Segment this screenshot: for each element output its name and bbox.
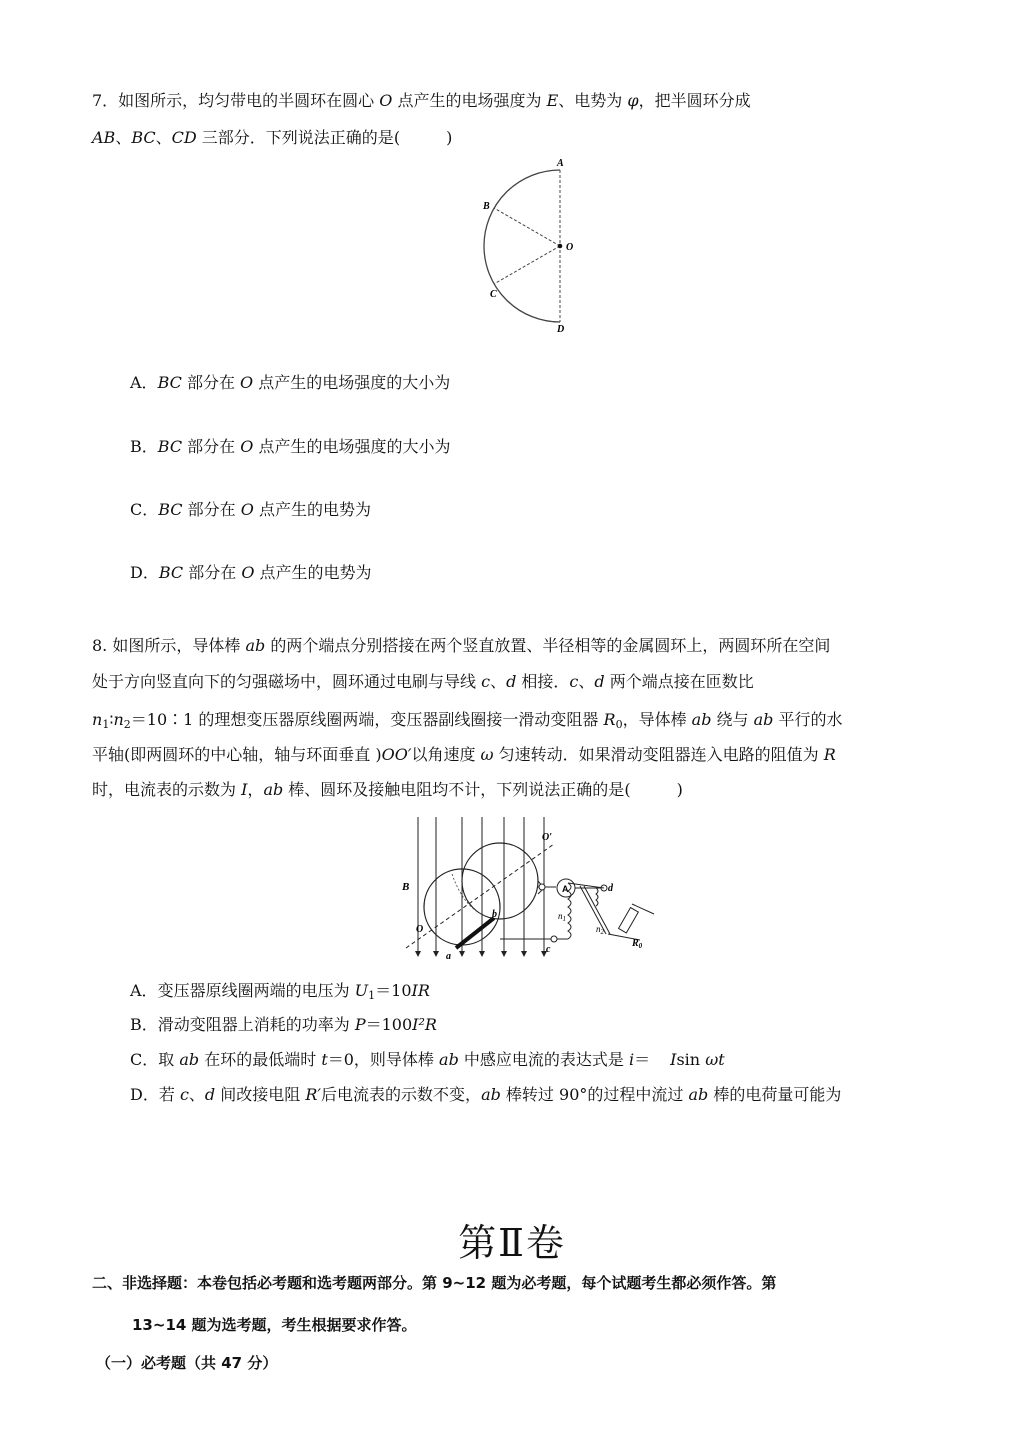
var-I: I [241,780,248,799]
var-ab: ab [691,710,712,729]
subscript: 2 [123,718,131,731]
subscript: 1 [368,989,376,1002]
q8-option-a[interactable] [130,980,430,1007]
q8-text: 处于方向竖直向下的匀强磁场中，圆环通过电刷与导线 [92,672,482,691]
var-IR: IR [411,981,430,1000]
subscript: 0 [615,718,623,731]
ammeter-label: A [562,884,569,894]
option-text: 部分在 [182,500,241,519]
label-b: b [492,909,497,920]
q8-text: 时，电流表的示数为 [92,780,242,799]
var-R-prime: R′ [305,1085,322,1104]
var-BC: BC [157,373,182,392]
option-text: ＝ [634,1050,651,1069]
var-omega: ω [480,745,494,764]
var-I: I [670,1050,677,1069]
subscript: 1 [102,718,110,731]
var-d: d [204,1085,216,1104]
label-O: O [566,242,574,253]
var-omega-t: ωt [705,1050,725,1069]
var-P: P [354,1015,366,1034]
q7-var-AB: AB [92,128,116,147]
q8-option-d[interactable] [130,1084,841,1106]
var-ab: ab [245,636,266,655]
option-text: 部分在 [181,373,241,392]
q7-var-E: E [546,91,559,110]
label-O: O [416,924,424,935]
q7-text: 三部分．下列说法正确的是 [196,128,394,147]
label-O-prime: O′ [542,832,553,843]
var-R: R [823,745,836,764]
option-text: sin [676,1050,706,1069]
label-n2: $n_2$ [596,924,604,936]
q7-stem-line2 [92,127,452,149]
label-n1: $n_1$ [558,911,566,923]
var-O: O [241,563,255,582]
option-text: 棒的电荷量可能为 [708,1085,842,1104]
var-ab: ab [179,1050,200,1069]
answer-paren-close: ) [446,128,453,147]
q7-option-c[interactable] [130,499,371,521]
label-D: D [557,324,565,335]
part2-instruction-line1: 二、非选择题：本卷包括必考题和选考题两部分。第 9~12 题为必考题，每个试题考生都必须作答。第 [92,1274,777,1292]
var-R: R [603,710,616,729]
answer-paren-close: ) [676,780,683,799]
var-BC: BC [158,500,183,519]
var-O: O [240,373,254,392]
var-BC: BC [158,563,184,582]
q7-stem-line1 [92,90,751,112]
q8-text: 平行的水 [773,710,843,729]
q8-stem-line5 [92,779,683,801]
q7-text: ，把半圆环分成 [638,91,751,110]
q7-option-b[interactable] [130,436,450,458]
var-O: O [240,500,254,519]
option-text: 点产生的电场强度的大小为 [253,437,451,456]
option-letter: B． [130,437,158,456]
option-text: 滑动变阻器上消耗的功率为 [157,1015,355,1034]
section-title: 第Ⅱ卷 [458,1221,566,1265]
option-letter: D． [130,1085,159,1104]
label-a: a [446,951,451,962]
q8-text: ∶ [109,710,114,729]
option-text: 部分在 [183,563,242,582]
var-I2R: I²R [412,1015,437,1034]
option-text: 点产生的电势为 [253,500,371,519]
option-text: 点产生的电场强度的大小为 [253,373,451,392]
option-text: ＝100 [365,1015,413,1034]
label-d: d [608,883,613,894]
part2-instruction-line2: 13~14 题为选考题，考生根据要求作答。 [132,1316,417,1334]
option-text: 取 [158,1050,180,1069]
var-n: n [92,710,103,729]
var-ab: ab [481,1085,501,1104]
option-letter: B． [130,1015,158,1034]
q7-text: 、电势为 [558,91,628,110]
q7-var-CD: CD [171,128,197,147]
option-text: 点产生的电势为 [254,563,372,582]
option-letter: C． [130,1050,159,1069]
label-A: A [557,158,564,169]
var-ab: ab [263,780,284,799]
q7-text: 7．如图所示，均匀带电的半圆环在圆心 [92,91,380,110]
answer-paren-open: ( [393,128,401,147]
q7-option-a[interactable] [130,372,450,394]
option-letter: A． [130,981,158,1000]
q7-sep: 、 [115,128,132,147]
var-ab: ab [753,710,774,729]
var-d: d [506,672,517,691]
q8-text: ，导体棒 [622,710,692,729]
q8-text: 的两个端点分别搭接在两个竖直放置、半径相等的金属圆环上，两圆环所在空间 [265,636,831,655]
label-C: C [490,289,497,300]
var-c: c [569,672,579,691]
q8-stem-line4 [92,744,836,766]
option-text: 间改接电阻 [215,1085,306,1104]
option-text: 、 [188,1085,205,1104]
option-letter: D． [130,563,159,582]
option-text: ＝0，则导体棒 [327,1050,440,1069]
q8-text: 相接． [516,672,570,691]
q8-text: ＝10∶1 的理想变压器原线圈两端，变压器副线圈接一滑动变阻器 [130,710,604,729]
var-OO: OO′ [381,745,412,764]
option-text: 中感应电流的表达式是 [458,1050,629,1069]
var-c: c [481,672,491,691]
var-U: U [354,981,369,1000]
label-B: B [483,201,490,212]
q8-rotating-rod-figure [396,814,668,964]
q8-text: 、 [490,672,507,691]
q8-stem-line1 [92,635,830,657]
var-t: t [321,1050,328,1069]
option-text: ＝10 [375,981,412,1000]
q7-var-BC: BC [131,128,156,147]
var-i: i [629,1050,635,1069]
var-O: O [240,437,254,456]
var-BC: BC [157,437,183,456]
label-R0: $R_0$ [632,938,643,950]
q8-text: 以角速度 [411,745,481,764]
part2-subsection-heading: （一）必考题（共 47 分） [96,1354,278,1372]
q8-text: 、 [578,672,595,691]
option-text: 变压器原线圈两端的电压为 [157,981,355,1000]
var-ab: ab [688,1085,709,1104]
q7-var-O: O [379,91,393,110]
q7-text: 点产生的电场强度为 [392,91,547,110]
option-text: 部分在 [182,437,241,456]
option-letter: A． [130,373,158,392]
q7-sep: 、 [155,128,172,147]
option-text: 后电流表的示数不变， [321,1085,482,1104]
var-n: n [113,710,124,729]
option-text: 若 [158,1085,180,1104]
var-ab: ab [439,1050,459,1069]
label-B-field: B [402,881,410,893]
q7-var-phi: φ [627,91,639,110]
label-c: c [546,944,551,955]
q8-stem-line2 [92,671,754,693]
var-d: d [594,672,605,691]
option-text: 在环的最低端时 [199,1050,322,1069]
q8-text: 平轴(即两圆环的中心轴，轴与环面垂直 ) [92,745,382,764]
option-text: 棒转过 90°的过程中流过 [500,1085,689,1104]
option-letter: C． [130,500,159,519]
q8-text: 绕与 [711,710,754,729]
q8-text: 两个端点接在匝数比 [604,672,754,691]
q8-text: 棒、圆环及接触电阻均不计，下列说法正确的是 [283,780,625,799]
q7-option-d[interactable] [130,562,372,584]
q8-option-b[interactable] [130,1014,437,1036]
q8-text: ， [247,780,264,799]
q8-text: 匀速转动．如果滑动变阻器连入电路的阻值为 [493,745,824,764]
var-c: c [179,1085,189,1104]
q8-stem-line3 [92,709,843,736]
answer-paren-open: ( [624,780,631,799]
q7-semicircle-figure [470,150,590,335]
q8-text: 8. 如图所示，导体棒 [92,636,246,655]
q8-option-c[interactable] [130,1049,725,1071]
